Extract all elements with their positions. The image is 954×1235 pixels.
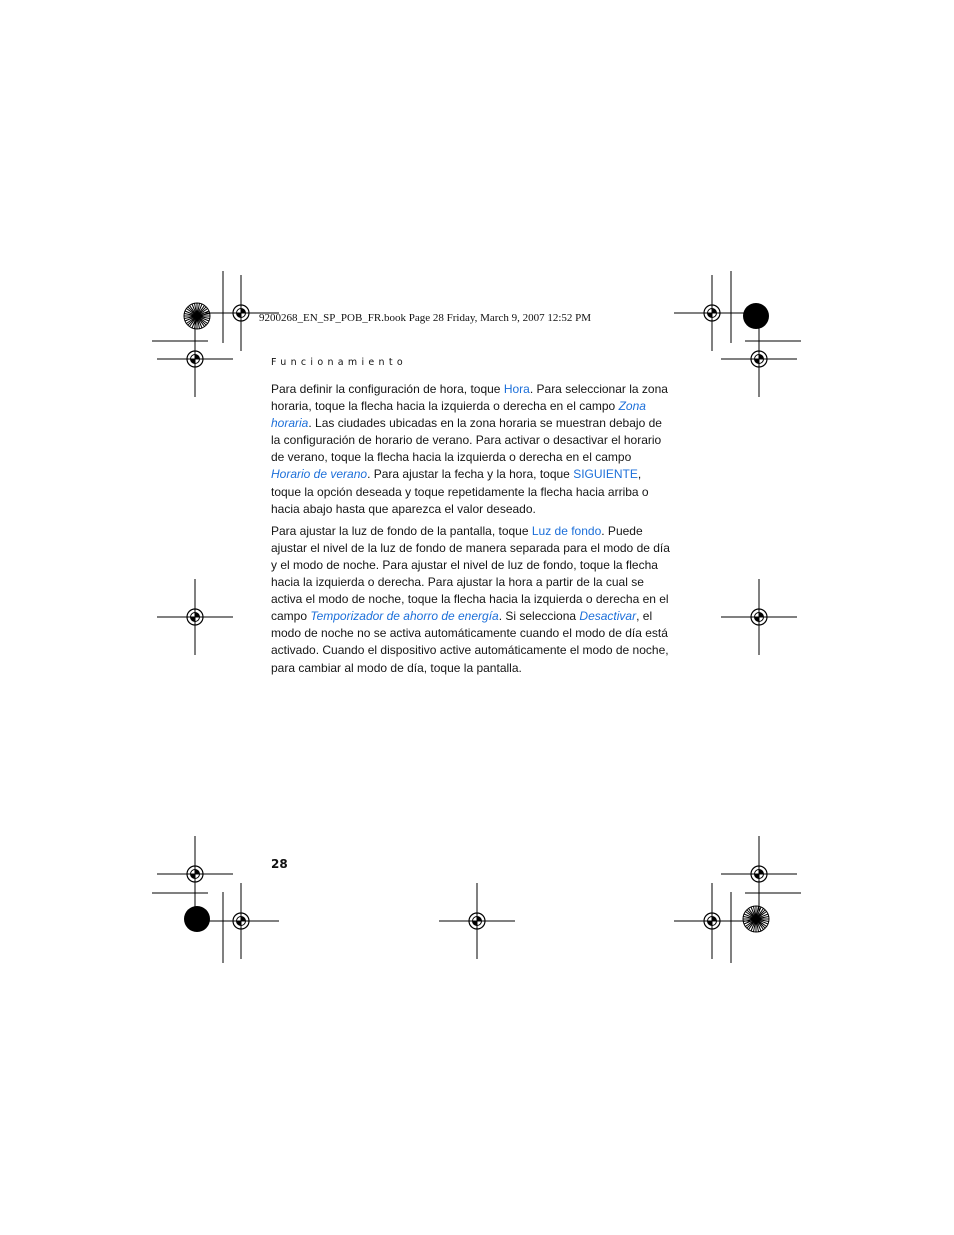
page-number: 28 — [271, 857, 288, 871]
keyword-temporizador: Temporizador de ahorro de energía — [310, 609, 499, 624]
keyword-siguiente: SIGUIENTE — [573, 467, 638, 482]
registration-mark-icon — [203, 883, 279, 959]
registration-mark-icon — [721, 321, 797, 397]
registration-mark-icon — [157, 836, 233, 912]
color-bar-disc-icon — [743, 906, 769, 932]
registration-mark-icon — [721, 836, 797, 912]
paragraph-time-settings: Para definir la configuración de hora, toque Hora. Para seleccionar la zona horaria, toque la flecha hacia la izquierda o derecha en el campo Zona horaria. Las ciudades ubicadas en la zona horaria se muestran debajo de la configuración de horario de verano. Para activar o desactivar el horario de verano, toque la flecha hacia la izquierda o derecha en el campo Horario de verano. Para ajustar la fecha y la hora, toque SIGUIENTE, toque la opción deseada y toque repetidamente la flecha hacia arriba o hacia abajo hasta que aparezca el valor deseado. — [271, 382, 668, 516]
color-bar-disc-icon — [184, 906, 210, 932]
registration-mark-icon — [721, 579, 797, 655]
registration-mark-icon — [674, 275, 750, 351]
keyword-zona-horaria: Zona horaria — [271, 399, 646, 431]
registration-mark-icon — [439, 883, 515, 959]
slug-line: 9200268_EN_SP_POB_FR.book Page 28 Friday, March 9, 2007 12:52 PM — [259, 312, 592, 324]
body-text — [271, 381, 671, 682]
registration-mark-icon — [674, 883, 750, 959]
keyword-luz-de-fondo: Luz de fondo — [531, 523, 602, 538]
keyword-horario-de-verano: Horario de verano — [271, 467, 368, 482]
keyword-hora: Hora — [503, 382, 530, 396]
running-head: Funcionamiento — [271, 357, 408, 368]
keyword-desactivar: Desactivar — [579, 609, 637, 624]
registration-mark-icon — [157, 579, 233, 655]
paragraph-backlight-settings: Para ajustar la luz de fondo de la pantalla, toque Luz de fondo. Puede ajustar el nivel de la luz de fondo de manera separada para el modo de día y el modo de noche. Para ajustar el nivel de luz de fondo, toque la flecha hacia la izquierda o derecha. Para ajustar la hora a partir de la cual se activa el modo de noche, toque la flecha hacia la izquierda o derecha en el campo Temporizador de ahorro de energía. Si selecciona Desactivar, el modo de noche no se activa automáticamente cuando el modo de día está activado. Cuando el dispositivo active automáticamente el modo de noche, para cambiar al modo de día, toque la pantalla. — [271, 523, 670, 675]
registration-mark-icon — [157, 321, 233, 397]
color-bar-disc-icon — [184, 303, 210, 329]
color-bar-disc-icon — [743, 303, 769, 329]
